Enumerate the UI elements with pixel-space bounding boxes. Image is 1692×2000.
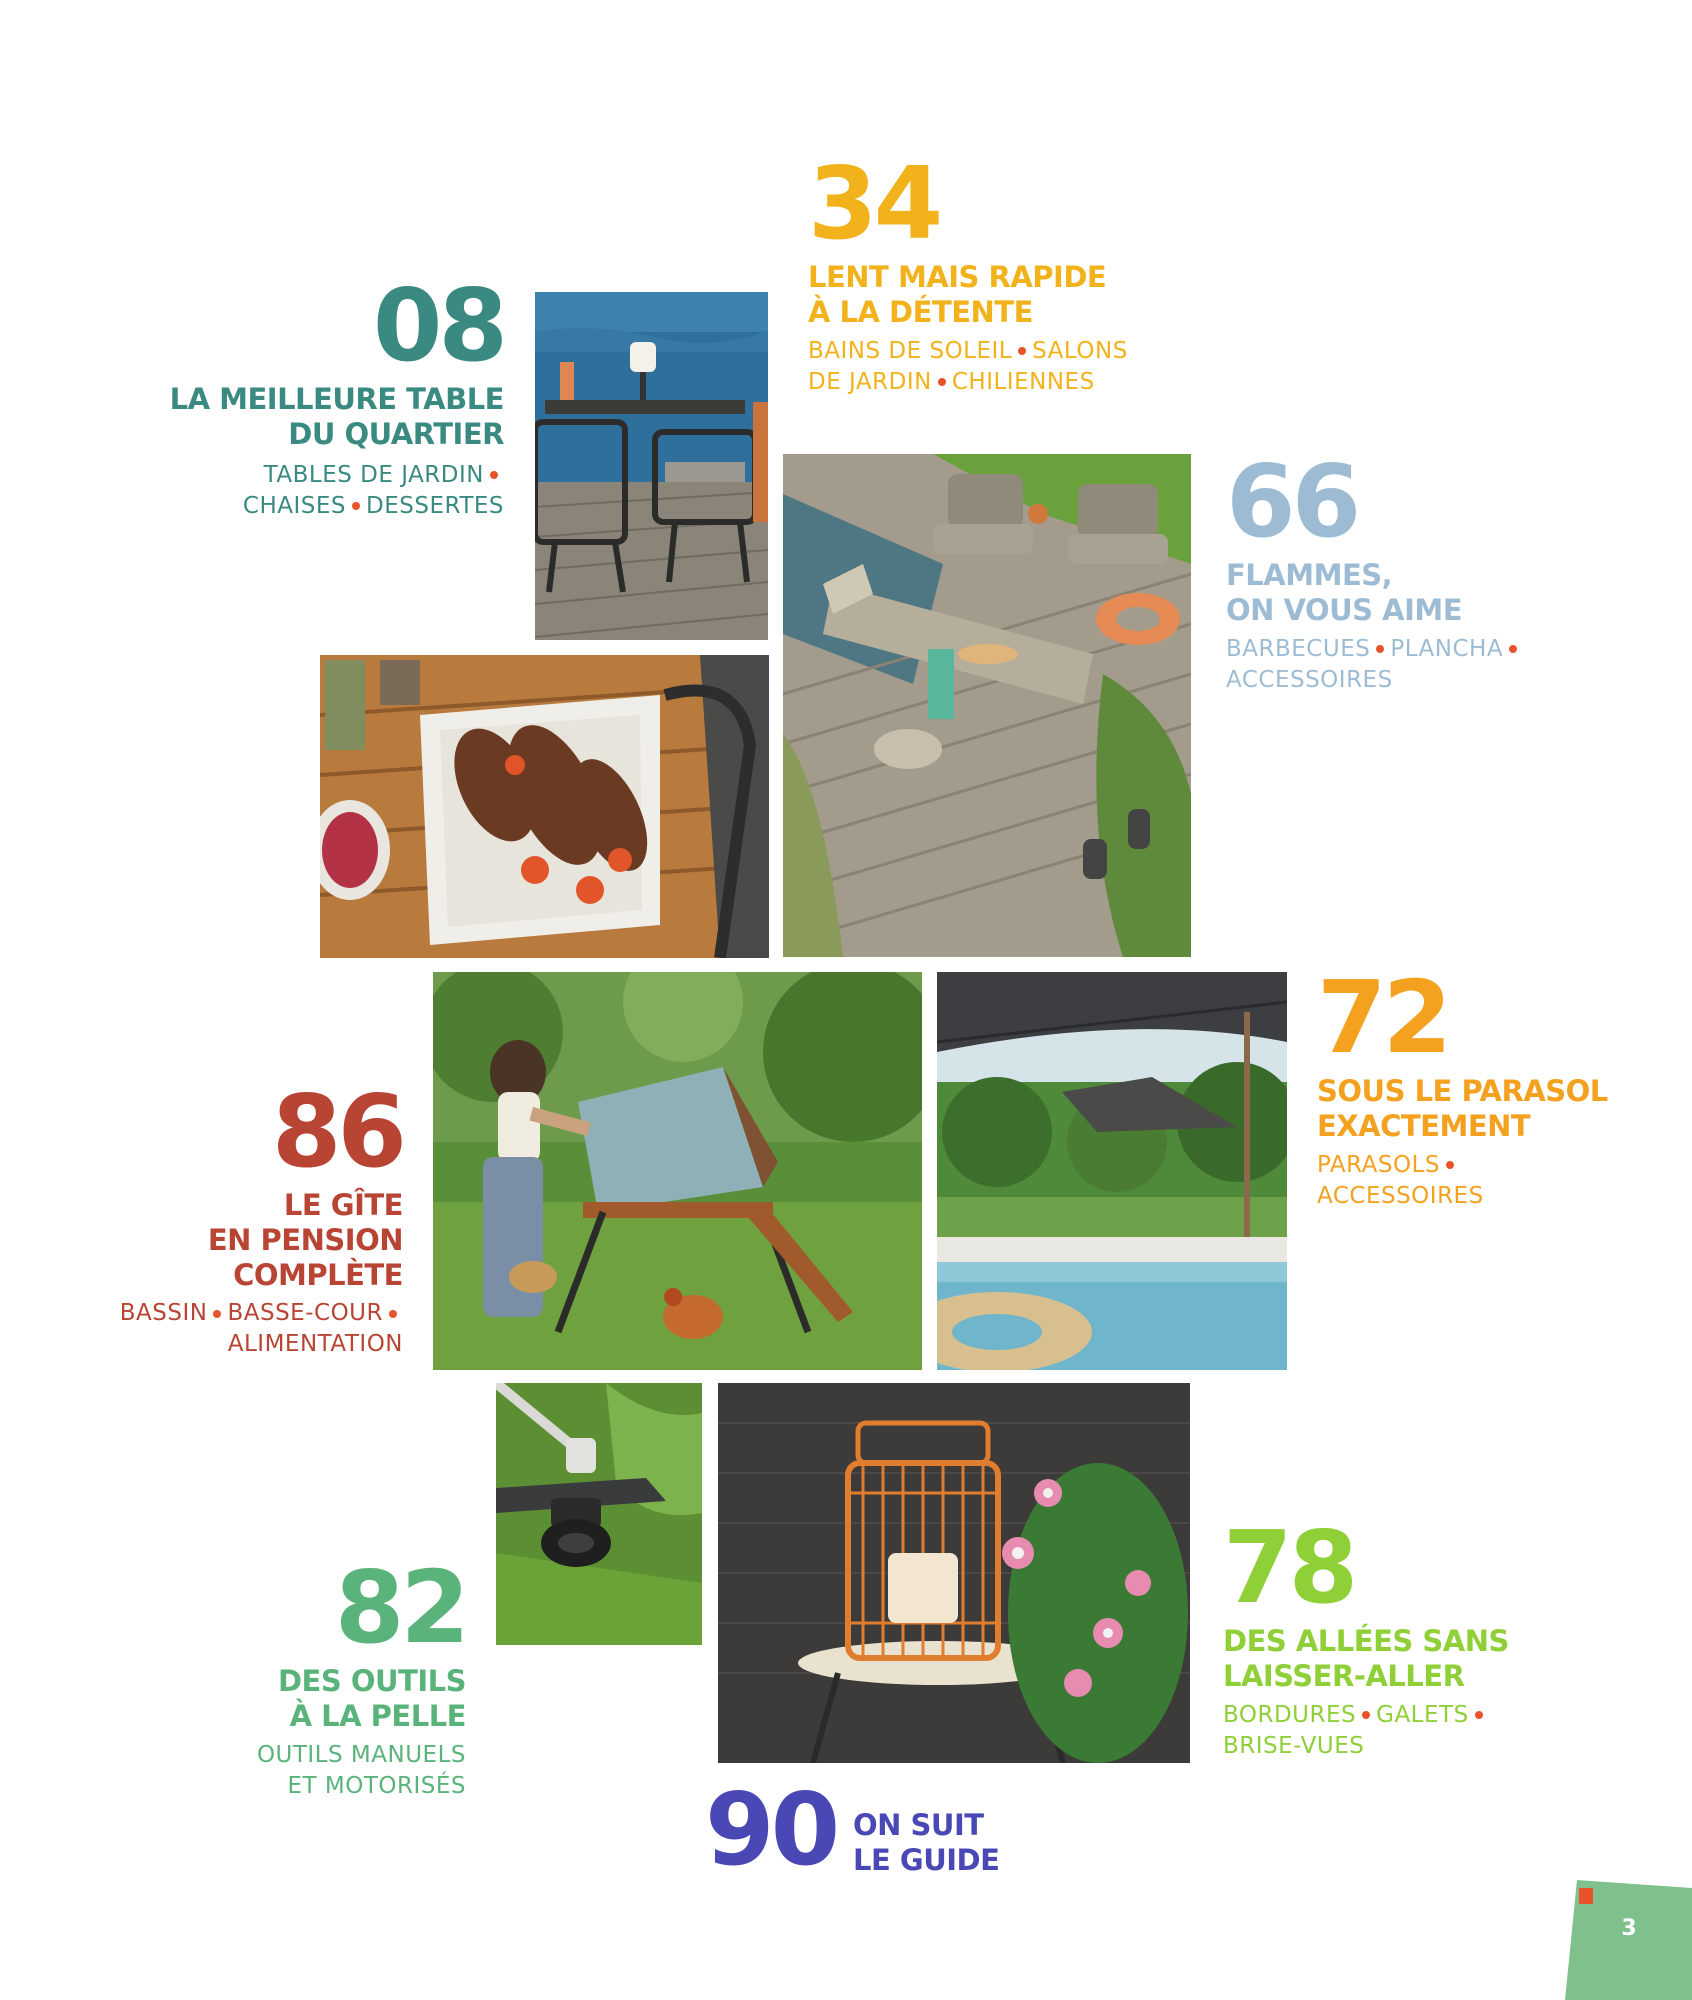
section-90-title-line-1: ON SUIT [853, 1808, 984, 1842]
section-86-sub-3: ALIMENTATION [227, 1331, 403, 1358]
section-08[interactable] [100, 267, 504, 522]
section-90-number: 90 [705, 1771, 837, 1888]
section-72-sub-2: ACCESSOIRES [1317, 1182, 1484, 1209]
section-34-number: 34 [808, 145, 940, 262]
section-82-number: 82 [334, 1549, 466, 1666]
section-34-sub-2: SALONS [1032, 337, 1128, 364]
section-08-sub-2: CHAISES [242, 492, 347, 519]
section-90-title-line-2: LE GUIDE [853, 1842, 1000, 1877]
page-number: 3 [1621, 1916, 1637, 1941]
section-34-sub-1: BAINS DE SOLEIL [808, 337, 1013, 364]
section-86-title-line-1: LE GÎTE [283, 1188, 403, 1222]
garden-table-by-lake-photo [535, 292, 768, 640]
section-82-sub-2: ET MOTORISÉS [287, 1772, 466, 1799]
section-66-sub-3: ACCESSOIRES [1226, 666, 1393, 693]
section-78-sub-2: GALETS [1376, 1701, 1469, 1728]
section-66-title-line-1: FLAMMES, [1226, 558, 1393, 592]
section-86[interactable] [60, 1073, 403, 1360]
section-78-sub-3: BRISE-VUES [1223, 1732, 1365, 1759]
section-72[interactable] [1317, 959, 1677, 1212]
section-66[interactable] [1226, 443, 1646, 696]
chicken-coop-photo [433, 972, 922, 1370]
section-86-number: 86 [271, 1073, 403, 1190]
section-34[interactable] [808, 145, 1228, 398]
section-08-title-line-2: DU QUARTIER [288, 416, 504, 451]
section-86-sub-2: BASSE-COUR [227, 1300, 383, 1327]
section-82-title-line-1: DES OUTILS [277, 1664, 466, 1698]
section-08-sub-1: TABLES DE JARDIN [263, 461, 484, 488]
section-82[interactable] [140, 1549, 466, 1802]
section-86-title-line-3: COMPLÈTE [233, 1257, 403, 1292]
bullet-dot-icon [352, 502, 360, 510]
bullet-dot-icon [389, 1310, 397, 1318]
section-72-title-line-2: EXACTEMENT [1317, 1108, 1531, 1143]
section-78-title-line-1: DES ALLÉES SANS [1223, 1624, 1509, 1658]
section-72-sub-1: PARASOLS [1317, 1151, 1441, 1178]
section-78-title-line-2: LAISSER-ALLER [1223, 1658, 1465, 1693]
section-78-sub-1: BORDURES [1223, 1701, 1357, 1728]
section-66-sub-2: PLANCHA [1390, 635, 1504, 662]
section-08-sub-3: DESSERTES [366, 492, 504, 519]
bullet-dot-icon [938, 378, 946, 386]
page-number-tab [1565, 1878, 1692, 2000]
section-08-number: 08 [372, 267, 504, 384]
bullet-dot-icon [1362, 1711, 1370, 1719]
bullet-dot-icon [1475, 1711, 1483, 1719]
bullet-dot-icon [490, 471, 498, 479]
pool-deck-loungers-photo [783, 454, 1191, 957]
pool-parasol-photo [937, 972, 1287, 1370]
section-72-number: 72 [1317, 959, 1449, 1076]
section-34-sub-4: CHILIENNES [951, 368, 1095, 395]
section-90[interactable] [705, 1771, 1125, 1888]
section-86-sub-1: BASSIN [119, 1300, 208, 1327]
section-78[interactable] [1223, 1509, 1643, 1762]
section-34-title-line-2: À LA DÉTENTE [808, 294, 1033, 329]
grass-trimmer-photo [496, 1383, 702, 1645]
section-34-sub-3: DE JARDIN [808, 368, 932, 395]
section-82-sub-1: OUTILS MANUELS [256, 1741, 466, 1768]
section-08-title-line-1: LA MEILLEURE TABLE [169, 382, 504, 416]
bullet-dot-icon [1376, 645, 1384, 653]
bullet-dot-icon [1446, 1161, 1454, 1169]
bullet-dot-icon [1509, 645, 1517, 653]
bullet-dot-icon [213, 1310, 221, 1318]
grilled-skewers-photo [320, 655, 769, 958]
section-72-title-line-1: SOUS LE PARASOL [1317, 1074, 1608, 1108]
section-86-title-line-2: EN PENSION [207, 1222, 403, 1257]
section-78-number: 78 [1223, 1509, 1355, 1626]
section-66-number: 66 [1226, 443, 1358, 560]
bamboo-lantern-photo [718, 1383, 1190, 1763]
section-82-title-line-2: À LA PELLE [289, 1698, 466, 1733]
section-34-title-line-1: LENT MAIS RAPIDE [808, 260, 1107, 294]
section-66-sub-1: BARBECUES [1226, 635, 1371, 662]
bullet-dot-icon [1018, 347, 1026, 355]
section-66-title-line-2: ON VOUS AIME [1226, 592, 1463, 627]
